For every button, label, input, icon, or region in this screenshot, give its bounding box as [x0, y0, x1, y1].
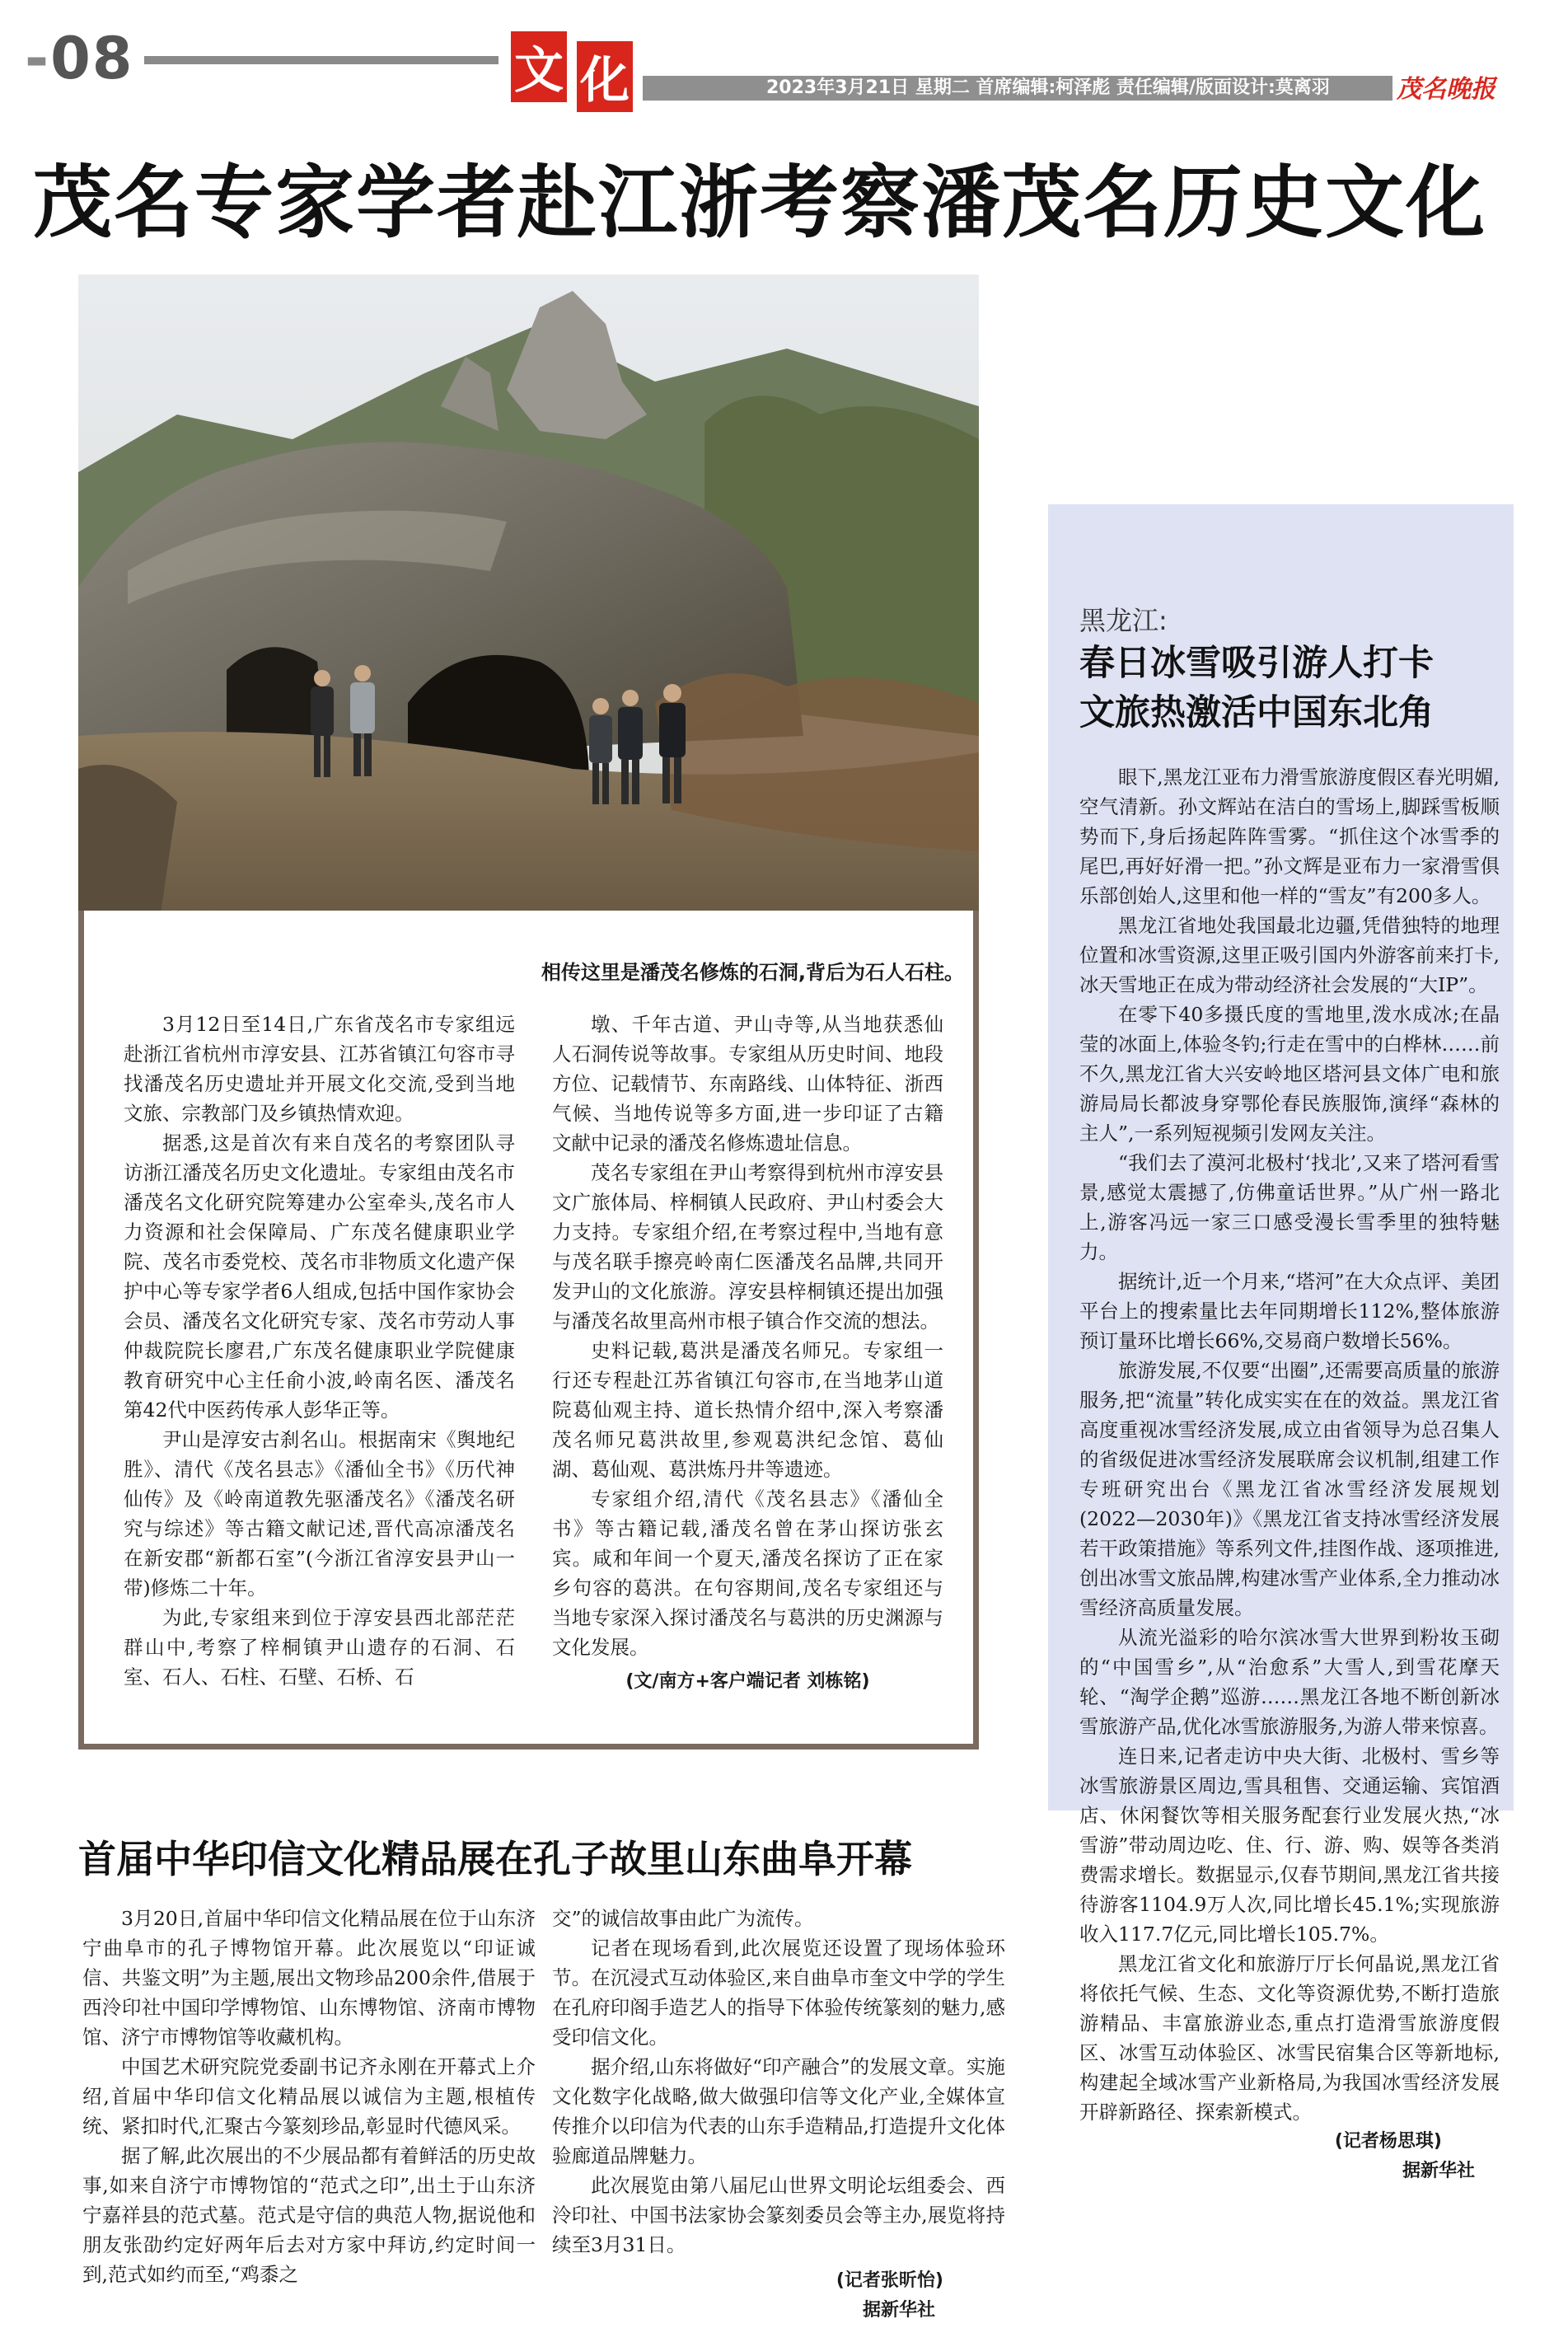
article2-column-1: [82, 1904, 536, 2289]
paragraph: 3月12日至14日,广东省茂名市专家组远赴浙江省杭州市淳安县、江苏省镇江句容市寻找潘茂名历史遗址并开展文化交流,受到当地文旅、宗教部门及乡镇热情欢迎。: [124, 1013, 515, 1125]
sidebar-byline: (记者杨思琪): [1334, 2131, 1442, 2152]
paragraph: 眼下,黑龙江亚布力滑雪旅游度假区春光明媚,空气清新。孙文辉站在洁白的雪场上,脚踩雪板顺势而下,身后扬起阵阵雪雾。“抓住这个冰雪季的尾巴,再好好滑一把。”孙文辉是亚布力一家滑雪俱乐部创始人,这里和他一样的“雪友”有200多人。: [1079, 766, 1500, 907]
paragraph: 记者在现场看到,此次展览还设置了现场体验环节。在沉浸式互动体验区,来自曲阜市奎文中学的学生在孔府印阁手造艺人的指导下体验传统篆刻的魅力,感受印信文化。: [552, 1937, 1005, 2049]
cave-photo: [78, 274, 979, 913]
paragraph: 专家组介绍,清代《茂名县志》《潘仙全书》等古籍记载,潘茂名曾在茅山探访张玄宾。咸和年间一个夏天,潘茂名探访了正在家乡句容的葛洪。在句容期间,茂名专家组还与当地专家深入探讨潘茂名与葛洪的历史渊源与文化发展。: [552, 1487, 943, 1659]
header-rule-left: [144, 56, 498, 64]
section-label-char2: 化: [577, 41, 633, 112]
paragraph: 尹山是淳安古刹名山。根据南宋《舆地纪胜》、清代《茂名县志》《潘仙全书》《历代神仙传》及《岭南道教先驱潘茂名》《潘茂名研究与综述》等古籍文献记述,晋代高凉潘茂名在新安郡“新都石室”(今浙江省淳安县尹山一带)修炼二十年。: [124, 1428, 515, 1600]
paragraph: 3月20日,首届中华印信文化精品展在位于山东济宁曲阜市的孔子博物馆开幕。此次展览以“印证诚信、共鉴文明”为主题,展出文物珍品200余件,借展于西泠印社中国印学博物馆、山东博物馆、济南市博物馆、济宁市博物馆等收藏机构。: [82, 1907, 536, 2049]
header-info: 2023年3月21日 星期二 首席编辑:柯泽彪 责任编辑/版面设计:莫离羽: [766, 77, 1330, 98]
paragraph: 据介绍,山东将做好“印产融合”的发展文章。实施文化数字化战略,做大做强印信等文化产业,全媒体宣传推介以印信为代表的山东手造精品,打造提升文化体验廊道品牌魅力。: [552, 2055, 1005, 2167]
paragraph: 交”的诚信故事由此广为流传。: [552, 1907, 814, 1930]
article1-column-1: [124, 1009, 515, 1692]
paragraph: 茂名专家组在尹山考察得到杭州市淳安县文广旅体局、梓桐镇人民政府、尹山村委会大力支持。专家组介绍,在考察过程中,当地有意与茂名联手擦亮岭南仁医潘茂名品牌,共同开发尹山的文化旅游。淳安县梓桐镇还提出加强与潘茂名故里高州市根子镇合作交流的想法。: [552, 1161, 943, 1333]
paragraph: 为此,专家组来到位于淳安县西北部茫茫群山中,考察了梓桐镇尹山遗存的石洞、石室、石人、石柱、石壁、石桥、石: [124, 1606, 515, 1689]
page-number: -08: [25, 25, 134, 92]
sidebar-headline-line2: 文旅热激活中国东北角: [1079, 692, 1434, 733]
paragraph: 在零下40多摄氏度的雪地里,泼水成冰;在晶莹的冰面上,体验冬钓;行走在雪中的白桦林……前不久,黑龙江省大兴安岭地区塔河县文体广电和旅游局局长都波身穿鄂伦春民族服饰,演绎“森林的主人”,一系列短视频引发网友关注。: [1079, 1003, 1500, 1145]
paragraph: 黑龙江省地处我国最北边疆,凭借独特的地理位置和冰雪资源,这里正吸引国内外游客前来打卡,冰天雪地正在成为带动经济社会发展的“大IP”。: [1079, 914, 1500, 996]
sidebar-headline-line1: 春日冰雪吸引游人打卡: [1079, 643, 1434, 684]
sidebar-headline: [1079, 639, 1508, 738]
article2-column-2: [552, 1904, 1005, 2326]
paragraph: 据统计,近一个月来,“塔河”在大众点评、美团平台上的搜索量比去年同期增长112%,整体旅游预订量环比增长66%,交易商户数增长56%。: [1079, 1270, 1500, 1352]
newspaper-logo: 茂名晚报: [1392, 68, 1500, 105]
article1-column-2: [552, 1009, 943, 1697]
article1-byline: (文/南方+客户端记者 刘栋铭): [625, 1671, 870, 1692]
section-label-char1: 文: [511, 31, 567, 102]
paragraph: 连日来,记者走访中央大街、北极村、雪乡等冰雪旅游景区周边,雪具租售、交通运输、宾馆酒店、休闲餐饮等相关服务配套行业发展火热,“冰雪游”带动周边吃、住、行、游、购、娱等各类消费需求增长。数据显示,仅春节期间,黑龙江省共接待游客1104.9万人次,同比增长45.1%;实现旅游收入117.7亿元,同比增长105.7%。: [1079, 1745, 1500, 1946]
paragraph: 据悉,这是首次有来自茂名的考察团队寻访浙江潘茂名历史文化遗址。专家组由茂名市潘茂名文化研究院筹建办公室牵头,茂名市人力资源和社会保障局、广东茂名健康职业学院、茂名市委党校、茂名市非物质文化遗产保护中心等专家学者6人组成,包括中国作家协会会员、潘茂名文化研究专家、茂名市劳动人事仲裁院院长廖君,广东茂名健康职业学院健康教育研究中心主任俞小波,岭南名医、潘茂名第42代中医药传承人彭华正等。: [124, 1131, 515, 1422]
photo-caption: 相传这里是潘茂名修炼的石洞,背后为石人石柱。: [541, 961, 964, 984]
paragraph: 黑龙江省文化和旅游厅厅长何晶说,黑龙江省将依托气候、生态、文化等资源优势,不断打造旅游精品、丰富旅游业态,重点打造滑雪旅游度假区、冰雪互动体验区、冰雪民宿集合区等新地标,构建起全域冰雪产业新格局,为我国冰雪经济发展开辟新路径、探索新模式。: [1079, 1952, 1500, 2124]
paragraph: 墩、千年古道、尹山寺等,从当地获悉仙人石洞传说等故事。专家组从历史时间、地段方位、记载情节、东南路线、山体特征、浙西气候、当地传说等多方面,进一步印证了古籍文献中记录的潘茂名修炼遗址信息。: [552, 1013, 943, 1155]
article2-source: 据新华社: [862, 2300, 935, 2321]
paragraph: 据了解,此次展出的不少展品都有着鲜活的历史故事,如来自济宁市博物馆的“范式之印”,出土于山东济宁嘉祥县的范式墓。范式是守信的典范人物,据说他和朋友张劭约定好两年后去对方家中拜访,约定时间一到,范式如约而至,“鸡黍之: [82, 2144, 536, 2286]
sidebar-kicker: 黑龙江:: [1079, 605, 1168, 636]
paragraph: “我们去了漠河北极村‘找北’,又来了塔河看雪景,感觉太震撼了,仿佛童话世界。”从广州一路北上,游客冯远一家三口感受漫长雪季里的独特魅力。: [1079, 1151, 1500, 1263]
paragraph: 此次展览由第八届尼山世界文明论坛组委会、西泠印社、中国书法家协会篆刻委员会等主办,展览将持续至3月31日。: [552, 2174, 1005, 2256]
sidebar-body: [1079, 762, 1500, 2186]
main-headline: 茂名专家学者赴江浙考察潘茂名历史文化: [33, 157, 1486, 249]
article2-byline: (记者张昕怡): [835, 2270, 943, 2291]
paragraph: 旅游发展,不仅要“出圈”,还需要高质量的旅游服务,把“流量”转化成实实在在的效益。黑龙江省高度重视冰雪经济发展,成立由省领导为总召集人的省级促进冰雪经济发展联席会议机制,组建工作专班研究出台《黑龙江省冰雪经济发展规划(2022—2030年)》《黑龙江省支持冰雪经济发展若干政策措施》等系列文件,挂图作战、逐项推进,创出冰雪文旅品牌,构建冰雪产业体系,全力推动冰雪经济高质量发展。: [1079, 1359, 1500, 1619]
paragraph: 史料记载,葛洪是潘茂名师兄。专家组一行还专程赴江苏省镇江句容市,在当地茅山道院葛仙观主持、道长热情介绍中,深入考察潘茂名师兄葛洪故里,参观葛洪纪念馆、葛仙湖、葛仙观、葛洪炼丹井等遗迹。: [552, 1339, 943, 1481]
sidebar-source: 据新华社: [1402, 2161, 1475, 2181]
article2-headline: 首届中华印信文化精品展在孔子故里山东曲阜开幕: [78, 1837, 912, 1881]
paragraph: 从流光溢彩的哈尔滨冰雪大世界到粉妆玉砌的“中国雪乡”,从“治愈系”大雪人,到雪花摩天轮、“淘学企鹅”巡游……黑龙江各地不断创新冰雪旅游产品,优化冰雪旅游服务,为游人带来惊喜。: [1079, 1626, 1500, 1738]
paragraph: 中国艺术研究院党委副书记齐永刚在开幕式上介绍,首届中华印信文化精品展以诚信为主题,根植传统、紧扣时代,汇聚古今篆刻珍品,彰显时代德风采。: [82, 2055, 536, 2138]
